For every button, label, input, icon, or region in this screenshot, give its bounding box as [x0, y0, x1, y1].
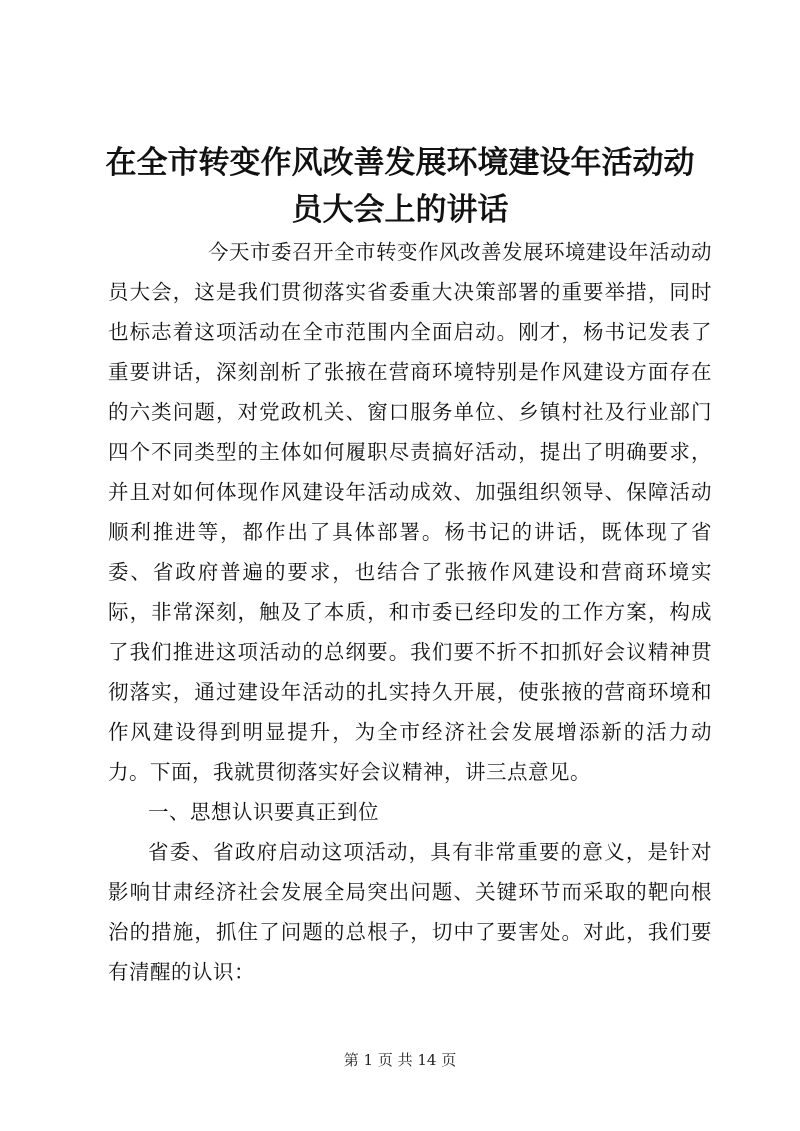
paragraph-intro: 今天市委召开全市转变作风改善发展环境建设年活动动员大会，这是我们贯彻落实省委重大决策部署的重要举措，同时也标志着这项活动在全市范围内全面启动。刚才，杨书记发表了重要讲话，深刻剖析了张掖在营商环境特别是作风建设方面存在的六类问题，对党政机关、窗口服务单位、乡镇村社及行业部门四个不同类型的主体如何履职尽责搞好活动，提出了明确要求，并且对如何体现作风建设年活动成效、加强组织领导、保障活动顺利推进等，都作出了具体部署。杨书记的讲话，既体现了省委、省政府普遍的要求，也结合了张掖作风建设和营商环境实际，非常深刻，触及了本质，和市委已经印发的工作方案，构成了我们推进这项活动的总纲要。我们要不折不扣抓好会议精神贯彻落实，通过建设年活动的扎实持久开展，使张掖的营商环境和作风建设得到明显提升，为全市经济社会发展增添新的活力动力。下面，我就贯彻落实好会议精神，讲三点意见。 — [108, 240, 712, 784]
section-heading-1: 一、思想认识要真正到位 — [148, 800, 379, 824]
document-title: 在全市转变作风改善发展环境建设年活动动员大会上的讲话 — [105, 145, 695, 228]
page-number-footer: 第 1 页 共 14 页 — [343, 1051, 457, 1069]
paragraph-section-1: 省委、省政府启动这项活动，具有非常重要的意义，是针对影响甘肃经济社会发展全局突出问题、关键环节而采取的靶向根治的措施，抓住了问题的总根子，切中了要害处。对此，我们要有清醒的认识： — [108, 840, 712, 984]
document-body — [108, 232, 712, 992]
